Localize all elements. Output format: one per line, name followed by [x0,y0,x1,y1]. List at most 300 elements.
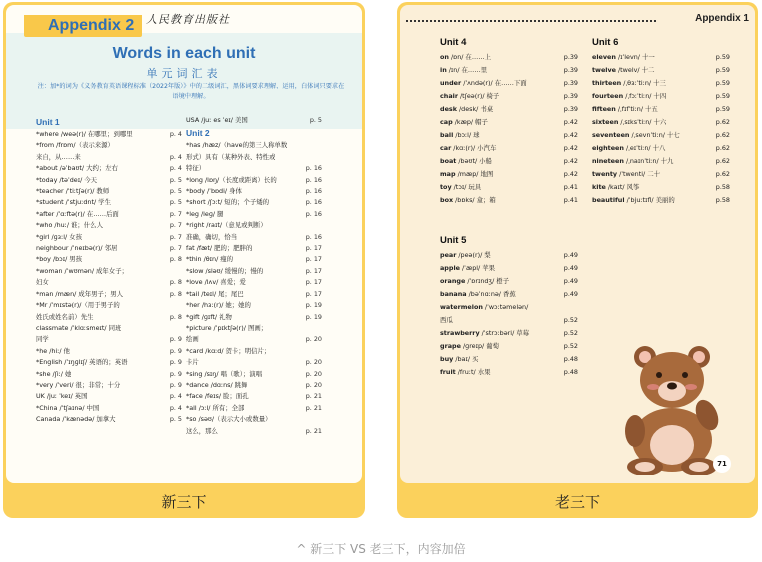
vocab-entry: *her /hɜː(r)/ 她；她的 [186,301,251,310]
vocab-row [36,266,182,277]
page-ref [180,323,182,334]
vocab-row [186,369,322,380]
page-ref: p.52 [563,342,578,350]
vocab-word: nineteen [592,157,624,165]
page-ref: p. 4 [169,130,182,138]
vocab-gloss: /ˈɒrɪndʒ/ 橙子 [465,277,510,285]
page-ref [320,323,322,334]
page-ref: p. 5 [169,175,182,184]
vocab-word: beautiful [592,196,625,204]
caption-old: 老三下 [554,492,600,511]
vocab-row [36,232,182,243]
vocab-entry: *long /lɒŋ/（长度或距离）长的 [186,175,277,184]
vocab-entry: 这么，那么 [186,426,218,435]
vocab-row [36,380,182,391]
vocab-row [36,357,182,368]
vocab-row [186,403,322,414]
vocab-row [440,181,578,194]
page-ref: p.39 [563,105,578,113]
vocab-row [440,77,578,90]
vocab-row [186,254,322,265]
page-ref: p.59 [715,66,730,74]
vocab-row [440,142,578,155]
vocab-entry: *dance /dɑːns/ 跳舞 [186,380,248,389]
vocab-gloss: /ˌθɜːˈtiːn/ 十三 [621,79,666,87]
vocab-gloss: /baɪ/ 买 [453,355,479,363]
vocab-entry [440,340,499,353]
page-ref: p. 4 [169,392,182,401]
vocab-row [186,380,322,391]
vocab-entry [440,90,499,103]
vocab-entry [592,129,680,142]
vocab-row [186,334,322,345]
vocab-word: twelve [592,66,616,74]
vocab-row [186,163,322,174]
vocab-entry: 准确，确切，恰当 [186,232,238,241]
vocab-entry [440,51,491,64]
vocab-entry: *after /ˈɑːftə(r)/ 在……后面 [36,209,119,218]
vocab-gloss: /mæp/ 地图 [455,170,494,178]
page-ref: p. 9 [169,335,182,344]
vocab-entry: *sing /sɪŋ/ 唱（歌）；演唱 [186,369,263,378]
page-ref: p. 17 [305,289,322,298]
vocab-row [186,414,322,425]
page-ref: p. 21 [305,403,322,412]
vocab-entry: USA /juː es ˈeɪ/ 美国 [186,116,248,124]
vocab-row [592,194,730,207]
vocab-row [186,232,322,243]
vocab-row [592,129,730,142]
vocab-entry: *woman /ˈwʊmən/ 成年女子； [36,266,128,275]
vocab-word: desk [440,105,457,113]
page-ref: p. 7 [169,221,182,230]
new-textbook-page [6,5,362,483]
unit-heading: Unit 5 [440,235,467,246]
vocab-entry [440,301,528,314]
page-ref: p.39 [563,79,578,87]
vocab-gloss: /peə(r)/ 梨 [456,251,491,259]
vocab-row [36,277,182,288]
vocab-entry: *thin /θɪn/ 瘦的 [186,255,234,264]
page-ref: p.42 [563,118,578,126]
vocab-gloss: /fruːt/ 水果 [455,368,491,376]
vocab-entry [440,129,480,142]
unit5-column [440,233,578,379]
vocab-entry: Canada /ˈkænədə/ 加拿大 [36,415,116,424]
page-ref: p.39 [563,66,578,74]
vocab-row [36,152,182,163]
vocab-entry: *love /lʌv/ 喜爱；爱 [186,278,246,287]
vocab-word: apple [440,264,460,272]
vocab-entry [440,249,491,262]
vocab-word: kite [592,183,606,191]
vocab-row [186,277,322,288]
page-ref: p. 17 [305,255,322,264]
vocab-entry: *all /ɔːl/ 所有；全部 [186,403,245,412]
page-ref: p.58 [715,196,730,204]
vocab-row [440,103,578,116]
vocab-word: buy [440,355,454,363]
vocab-row [440,366,578,379]
page-ref: p. 16 [305,187,322,196]
vocab-entry [440,103,493,116]
page-ref: p. 20 [305,358,322,367]
vocab-row [592,51,730,64]
vocab-entry: *has /hæz/（have的第三人称单数 [186,141,288,150]
page-ref: p. 21 [305,392,322,401]
publisher-logo: 人民教育出版社 [146,13,230,26]
page-ref: p.62 [715,170,730,178]
vocab-row [36,403,182,414]
vocab-word: in [440,66,447,74]
vocab-entry: *right /raɪt/（意见或判断） [186,221,267,230]
page-ref: p. 5 [309,116,322,124]
vocab-row [36,254,182,265]
vocab-entry: 姓氏或姓名前）先生 [36,312,94,321]
vocab-row [186,266,322,277]
page-ref: p.52 [563,329,578,337]
page-ref: p. 5 [169,198,182,207]
page-ref: p. 19 [305,312,322,321]
page-ref: p.62 [715,144,730,152]
page-ref: p.52 [563,316,578,324]
vocab-row [440,353,578,366]
vocab-row [36,369,182,380]
vocab-row [36,197,182,208]
vocab-gloss: /tɔɪ/ 玩具 [451,183,482,191]
unit-heading: Unit 2 [186,128,210,139]
vocab-entry [440,288,516,301]
vocab-entry: neighbour /ˈneɪbə(r)/ 邻居 [36,244,118,253]
vocab-word: chair [440,92,458,100]
page-number: 71 [713,455,731,473]
vocab-row [36,346,182,357]
vocab-word: thirteen [592,79,622,87]
vocab-row [36,312,182,323]
vocab-gloss: /kɑː(r)/ 小汽车 [451,144,497,152]
vocab-row [36,243,182,254]
vocab-row [440,249,578,262]
vocab-entry: *Mr /ˈmɪstə(r)/（用于男子的 [36,301,120,310]
vocab-entry: *student /ˈstjuːdnt/ 学生 [36,198,111,207]
page-ref: p. 7 [169,244,182,253]
vocab-row [440,327,578,340]
vocab-row [592,116,730,129]
vocab-word: strawberry [440,329,480,337]
vocab-word: fifteen [592,105,616,113]
page-ref: p. 9 [169,369,182,378]
vocab-entry: *leg /leɡ/ 腿 [186,209,224,218]
vocab-gloss: /ˈstrɔːbəri/ 草莓 [479,329,530,337]
page-ref: p. 17 [305,266,322,275]
vocab-entry [592,181,639,194]
vocab-entry: *slow /sləʊ/ 缓慢的；慢的 [186,266,264,275]
vocab-entry: *short /ʃɔːt/ 短的；个子矮的 [186,198,270,207]
vocab-row [36,220,182,231]
vocab-entry [592,64,654,77]
page-ref: p. 17 [305,244,322,253]
vocab-entry [592,90,666,103]
vocab-row [36,414,182,425]
page-ref: p. 19 [305,301,322,310]
vocab-gloss: /ˌfɔːˈtiːn/ 十四 [623,92,667,100]
vocab-entry: *teacher /ˈtiːtʃə(r)/ 教师 [36,187,110,196]
vocab-row [36,140,182,151]
unit2-column [186,115,322,437]
page-ref: p. 20 [305,369,322,378]
new-textbook-card[interactable] [3,2,365,518]
page-ref: p. 9 [169,380,182,389]
vocab-word: under [440,79,462,87]
page-ref: p.41 [563,183,578,191]
vocab-word: sixteen [592,118,619,126]
vocab-word: seventeen [592,131,630,139]
page-ref: p.42 [563,170,578,178]
page-ref: p. 4 [169,403,182,412]
vocab-row [186,115,322,126]
dotted-rule [406,20,656,22]
page-ref: p. 16 [305,232,322,241]
vocab-entry: *picture /ˈpɪktʃə(r)/ 图画； [186,323,268,332]
page-ref: p. 4 [169,152,182,161]
vocab-row [186,426,322,437]
page-ref: p.42 [563,144,578,152]
vocab-entry [440,366,490,379]
vocab-entry: *China /ˈtʃaɪnə/ 中国 [36,403,100,412]
vocab-row [440,129,578,142]
vocab-row [186,186,322,197]
vocab-gloss: /ɡreɪp/ 葡萄 [460,342,500,350]
vocab-row [440,90,578,103]
vocab-word: eleven [592,53,616,61]
vocab-row [186,175,322,186]
vocab-entry: *tail /teɪl/ 尾；尾巴 [186,289,244,298]
page-ref [320,414,322,425]
vocab-entry [592,168,660,181]
vocab-gloss: /ɪn/ 在……里 [446,66,488,74]
vocab-entry [440,64,487,77]
vocab-row [36,323,182,334]
vocab-entry [440,181,481,194]
page-ref: p.62 [715,118,730,126]
vocab-entry: *where /weə(r)/ 在哪里；到哪里 [36,130,133,138]
page-ref: p. 8 [169,255,182,264]
vocab-entry: *so /səʊ/（表示大小或数量） [186,415,272,424]
page-ref: p. 16 [305,164,322,173]
vocab-entry [592,142,665,155]
vocab-row [440,168,578,181]
vocab-row [36,129,182,140]
vocab-word: orange [440,277,466,285]
page-ref: p.48 [563,368,578,376]
vocab-row [592,155,730,168]
vocab-row [186,300,322,311]
vocab-entry: *man /mæn/ 成年男子；男人 [36,289,124,298]
vocab-entry: 卡片 [186,358,199,367]
vocab-row [186,140,322,151]
unit-heading: Unit 1 [36,117,60,127]
vocab-entry: classmate /ˈklɑːsmeɪt/ 同班 [36,323,122,332]
vocab-row [186,391,322,402]
vocab-gloss: /bəʊt/ 小船 [456,157,492,165]
vocab-word: map [440,170,456,178]
page-ref [180,140,182,151]
vocab-gloss: /tʃeə(r)/ 椅子 [458,92,500,100]
vocab-entry [592,116,666,129]
vocab-gloss: /ˌeɪˈtiːn/ 十八 [623,144,666,152]
page-ref: p. 16 [305,209,322,218]
vocab-word: fruit [440,368,456,376]
page-ref [320,346,322,357]
unit-heading: Unit 6 [592,37,619,48]
vocab-row [186,357,322,368]
page-ref: p.41 [563,196,578,204]
page-ref [320,140,322,151]
page-ref: p.59 [715,105,730,113]
page-ref: p.59 [715,79,730,87]
vocab-row [36,209,182,220]
vocab-entry: UK /juː ˈkeɪ/ 英国 [36,392,88,401]
vocab-row [440,262,578,275]
vocab-entry [592,77,666,90]
page-ref: p.42 [563,131,578,139]
vocab-entry [592,51,655,64]
vocab-gloss: /bɔːl/ 球 [453,131,480,139]
vocab-entry [440,353,478,366]
vocab-row [592,90,730,103]
vocab-row [440,116,578,129]
vocab-word: box [440,196,454,204]
vocab-entry [440,327,529,340]
vocab-entry: *he /hiː/ 他 [36,346,70,355]
page-ref: p.59 [715,53,730,61]
old-textbook-card[interactable] [397,2,758,518]
vocab-entry: *gift /ɡɪft/ 礼物 [186,312,232,321]
vocab-gloss: /ˌsɪksˈtiːn/ 十六 [618,118,667,126]
vocab-entry: fat /fæt/ 肥的；肥胖的 [186,244,253,253]
vocab-row [440,314,578,327]
page-note: 注：加*的词为《义务教育英语课程标准（2022年版）》中的二级词汇，黑体词要求理解、运用，白体词只要求在语境中理解。 [37,83,345,100]
page-ref: p. 17 [305,278,322,287]
unit6-column [592,35,730,207]
page-ref: p.49 [563,251,578,259]
page-ref: p.49 [563,290,578,298]
caption-new: 新三下 [161,492,207,511]
vocab-gloss: /ˈæpl/ 苹果 [460,264,496,272]
vocab-row [36,175,182,186]
vocab-row [592,103,730,116]
vocab-word: on [440,53,449,61]
vocab-word: twenty [592,170,618,178]
page-ref: p.39 [563,92,578,100]
vocab-word: cap [440,118,453,126]
vocab-entry: *who /huː/ 谁；什么人 [36,221,103,230]
page-ref [320,220,322,231]
vocab-row [186,220,322,231]
vocab-row [440,340,578,353]
page-ref: p. 4 [169,164,182,173]
vocab-entry [440,116,488,129]
vocab-gloss: /ˌfɪfˈtiːn/ 十五 [615,105,658,113]
page-ref: p. 7 [169,232,182,241]
vocab-row [440,301,578,314]
vocab-entry: 同学 [36,335,49,344]
vocab-gloss: /ɒn/ 在……上 [448,53,491,61]
vocab-row [36,391,182,402]
vocab-row [186,197,322,208]
vocab-word: toy [440,183,452,191]
vocab-gloss: 西瓜 [440,316,453,324]
page-ref: p.62 [715,157,730,165]
vocab-entry: 形式）具有（某种外表、特性或 [186,152,276,161]
vocab-row [36,334,182,345]
page-ref: p.58 [715,183,730,191]
vocab-row [592,77,730,90]
vocab-row [186,243,322,254]
vocab-row [186,152,322,163]
vocab-entry: 特征） [186,164,206,173]
vocab-gloss: /ˈwɔːtəmelən/ [482,303,529,311]
vocab-gloss: /ˈʌndə(r)/ 在……下面 [461,79,527,87]
page-ref [180,266,182,277]
page-ref: p. 16 [305,175,322,184]
vocab-gloss: /kæp/ 帽子 [452,118,488,126]
vocab-word: eighteen [592,144,624,152]
vocab-entry: 妇女 [36,278,49,287]
vocab-row [36,289,182,300]
page-ref: p. 21 [305,426,322,435]
vocab-gloss: /ˌsevnˈtiːn/ 十七 [629,131,680,139]
page-ref: p.59 [715,92,730,100]
vocab-word: car [440,144,452,152]
vocab-gloss: /desk/ 书桌 [456,105,494,113]
vocab-row [186,209,322,220]
vocab-entry: *face /feɪs/ 脸；面孔 [186,392,249,401]
unit4-column [440,35,578,207]
vocab-entry: 来自，从……来 [36,152,81,161]
page-ref: p. 9 [169,358,182,367]
page-subtitle: 单元词汇表 [146,67,222,80]
vocab-row [440,194,578,207]
page-ref: p. 8 [169,278,182,287]
page-ref: p.42 [563,157,578,165]
page-ref: p. 8 [169,289,182,298]
page-ref: p. 20 [305,335,322,344]
vocab-entry: *card /kɑːd/ 贺卡；明信片； [186,346,271,355]
vocab-gloss: /bəˈnɑːnə/ 香蕉 [466,290,516,298]
vocab-entry [592,155,673,168]
vocab-word: ball [440,131,454,139]
vocab-gloss: /bɒks/ 盒；箱 [453,196,496,204]
page-ref: p. 5 [169,187,182,196]
old-textbook-page [400,5,755,483]
vocab-row [592,142,730,155]
page-ref: p.39 [563,53,578,61]
page-ref: p.48 [563,355,578,363]
vocab-entry [440,142,496,155]
unit1-column [36,115,182,426]
figure-caption: ^ 新三下 VS 老三下，内容加倍 [296,542,466,556]
vocab-entry: *she /ʃiː/ 她 [36,369,72,378]
vocab-row [440,275,578,288]
vocab-row [186,346,322,357]
vocab-entry: *from /frɒm/（表示来源） [36,141,114,150]
vocab-row [186,312,322,323]
vocab-gloss: /ˌnaɪnˈtiːn/ 十九 [623,157,674,165]
vocab-row [186,289,322,300]
vocab-entry: 绘画 [186,335,199,344]
vocab-gloss: /ˈtwenti/ 二十 [617,170,660,178]
